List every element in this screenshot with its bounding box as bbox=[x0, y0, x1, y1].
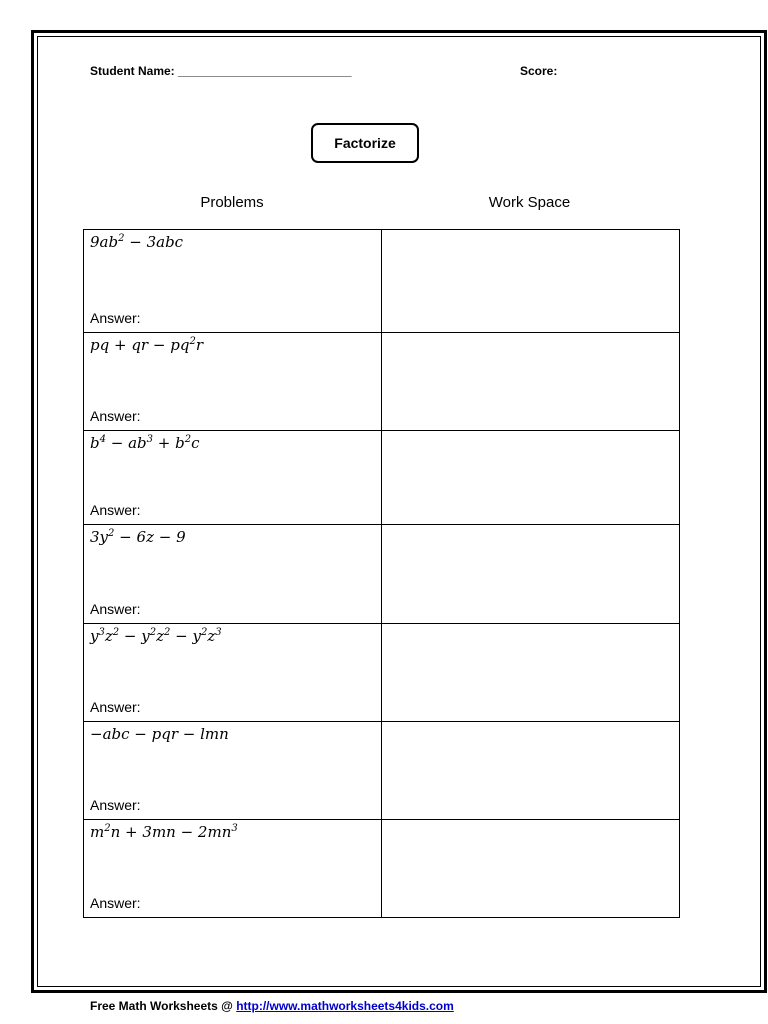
answer-label: Answer: bbox=[90, 408, 141, 424]
problems-table bbox=[83, 229, 680, 918]
problem-expression: $y^3z^2 - y^2z^2 - y^2z^3$ bbox=[90, 627, 222, 645]
table-row bbox=[84, 333, 680, 431]
work-space-cell[interactable] bbox=[382, 624, 680, 722]
table-row bbox=[84, 525, 680, 624]
problem-cell bbox=[84, 722, 382, 820]
problem-cell bbox=[84, 431, 382, 525]
answer-label: Answer: bbox=[90, 895, 141, 911]
work-space-cell[interactable] bbox=[382, 820, 680, 918]
answer-label: Answer: bbox=[90, 502, 141, 518]
table-row bbox=[84, 431, 680, 525]
work-space-cell[interactable] bbox=[382, 230, 680, 333]
footer-prefix: Free Math Worksheets @ bbox=[90, 999, 237, 1013]
answer-label: Answer: bbox=[90, 797, 141, 813]
problem-cell bbox=[84, 624, 382, 722]
problem-cell bbox=[84, 525, 382, 624]
work-space-column-header: Work Space bbox=[488, 194, 571, 211]
student-name-label: Student Name: __________________________ bbox=[90, 64, 352, 78]
work-space-cell[interactable] bbox=[382, 525, 680, 624]
work-space-cell[interactable] bbox=[382, 722, 680, 820]
problem-cell bbox=[84, 820, 382, 918]
problem-cell bbox=[84, 230, 382, 333]
score-label: Score: bbox=[520, 64, 558, 78]
work-space-cell[interactable] bbox=[382, 333, 680, 431]
problem-expression: $b^4 - ab^3 + b^2c$ bbox=[90, 434, 200, 452]
table-row bbox=[84, 722, 680, 820]
answer-label: Answer: bbox=[90, 601, 141, 617]
problems-column-header: Problems bbox=[200, 194, 264, 211]
problem-expression: pq + qr − $pq^2r$ bbox=[90, 336, 203, 354]
problem-expression: $3y^2 - 6z - 9$ bbox=[90, 528, 186, 546]
footer bbox=[90, 999, 454, 1013]
problem-expression: −abc − pqr − lmn bbox=[90, 725, 229, 743]
answer-label: Answer: bbox=[90, 310, 141, 326]
table-row bbox=[84, 624, 680, 722]
table-row bbox=[84, 820, 680, 918]
worksheet-title-text: Factorize bbox=[334, 135, 396, 151]
table-row bbox=[84, 230, 680, 333]
work-space-cell[interactable] bbox=[382, 431, 680, 525]
problem-cell bbox=[84, 333, 382, 431]
answer-label: Answer: bbox=[90, 699, 141, 715]
footer-link[interactable]: http://www.mathworksheets4kids.com bbox=[236, 999, 454, 1013]
problem-expression: $m^2n + 3mn - 2mn^3$ bbox=[90, 823, 238, 841]
problem-expression: $9ab^2 - 3abc$ bbox=[90, 233, 184, 251]
worksheet-title bbox=[311, 123, 419, 163]
